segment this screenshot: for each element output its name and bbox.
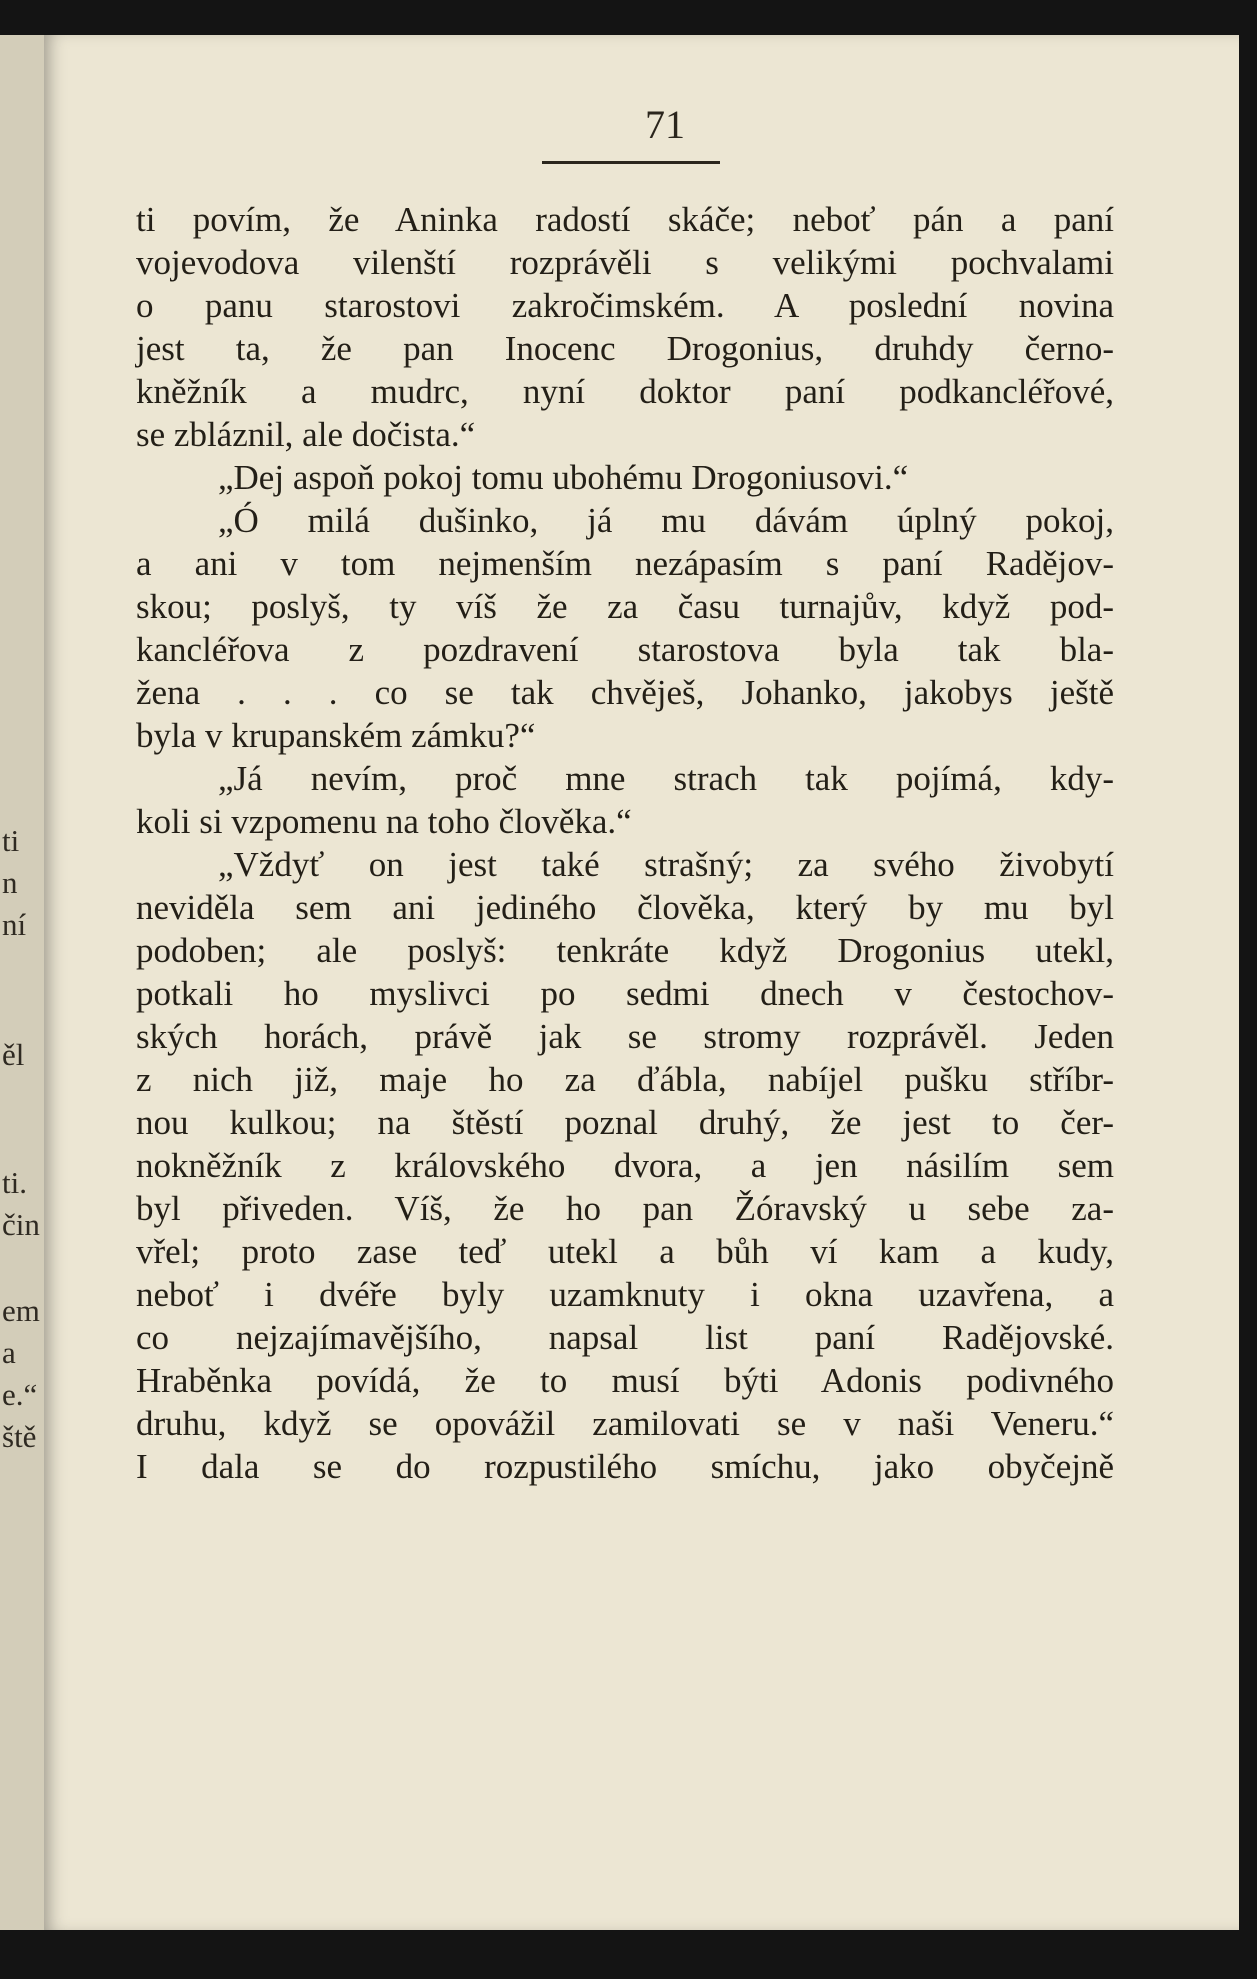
- text-line: potkali ho myslivci po sedmi dnech v čestochov-: [136, 974, 1114, 1013]
- text-line: jest ta, že pan Inocenc Drogonius, druhdy černo-: [136, 329, 1114, 368]
- text-line: vojevodova vilenští rozprávěli s velikými pochvalami: [136, 243, 1114, 282]
- text-line: podoben; ale poslyš: tenkráte když Drogonius utekl,: [136, 931, 1114, 970]
- left-page-fragment: ti: [2, 823, 20, 858]
- text-line: „Dej aspoň pokoj tomu ubohému Drogoniusovi.“: [218, 458, 909, 497]
- left-page-fragment: čin: [2, 1207, 40, 1242]
- text-line: „Ó milá dušinko, já mu dávám úplný pokoj,: [218, 501, 1114, 540]
- left-page-fragment: ště: [2, 1419, 37, 1454]
- left-page-fragment: ti.: [2, 1165, 27, 1200]
- text-line: byla v krupanském zámku?“: [136, 716, 536, 755]
- text-line: nou kulkou; na štěstí poznal druhý, že jest to čer-: [136, 1103, 1114, 1142]
- left-page-fragment: em: [2, 1293, 40, 1328]
- text-line: vřel; proto zase teď utekl a bůh ví kam a kudy,: [136, 1232, 1114, 1271]
- left-page-fragment: e.“: [2, 1377, 38, 1412]
- left-page-fragment: ní: [2, 907, 27, 942]
- text-line: neviděla sem ani jediného člověka, který by mu byl: [136, 888, 1114, 927]
- page-number-rule: [542, 161, 720, 164]
- text-line: „Já nevím, proč mne strach tak pojímá, kdy-: [218, 759, 1114, 798]
- text-line: nokněžník z královského dvora, a jen násilím sem: [136, 1146, 1114, 1185]
- page-number: 71: [645, 102, 685, 147]
- text-line: z nich již, maje ho za ďábla, nabíjel pušku stříbr-: [136, 1060, 1114, 1099]
- text-line: ských horách, právě jak se stromy rozprávěl. Jeden: [136, 1017, 1114, 1056]
- text-line: kněžník a mudrc, nyní doktor paní podkancléřové,: [136, 372, 1114, 411]
- text-line: byl přiveden. Víš, že ho pan Žóravský u sebe za-: [136, 1189, 1114, 1228]
- text-line: I dala se do rozpustilého smíchu, jako obyčejně: [136, 1447, 1114, 1486]
- left-page-fragment: a: [2, 1335, 16, 1370]
- book-page: [44, 35, 1239, 1930]
- text-line: druhu, když se opovážil zamilovati se v naši Veneru.“: [136, 1404, 1114, 1443]
- left-page-fragment: n: [2, 865, 18, 900]
- left-page-fragment: ěl: [2, 1037, 25, 1072]
- text-line: žena . . . co se tak chvěješ, Johanko, jakobys ještě: [136, 673, 1114, 712]
- text-line: se zbláznil, ale dočista.“: [136, 415, 476, 454]
- left-page-edge: [0, 35, 44, 1930]
- text-line: ti povím, že Aninka radostí skáče; neboť pán a paní: [136, 200, 1114, 239]
- text-line: Hraběnka povídá, že to musí býti Adonis podivného: [136, 1361, 1114, 1400]
- text-line: co nejzajímavějšího, napsal list paní Radějovské.: [136, 1318, 1114, 1357]
- text-line: skou; poslyš, ty víš že za času turnajův, když pod-: [136, 587, 1114, 626]
- text-line: a ani v tom nejmenším nezápasím s paní Radějov-: [136, 544, 1114, 583]
- text-line: o panu starostovi zakročimském. A poslední novina: [136, 286, 1114, 325]
- text-line: koli si vzpomenu na toho člověka.“: [136, 802, 632, 841]
- text-line: neboť i dvéře byly uzamknuty i okna uzavřena, a: [136, 1275, 1114, 1314]
- text-line: kancléřova z pozdravení starostova byla tak bla-: [136, 630, 1114, 669]
- text-line: „Vždyť on jest také strašný; za svého živobytí: [218, 845, 1114, 884]
